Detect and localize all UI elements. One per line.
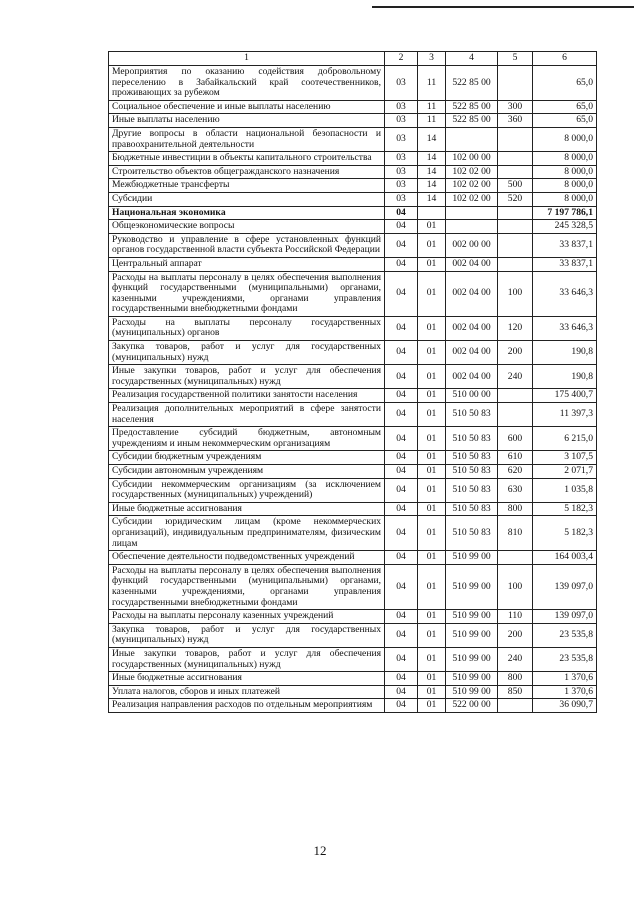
row-expense-type [498,220,533,234]
row-amount: 1 370,6 [533,685,597,699]
row-section: 03 [385,100,418,114]
table-row [109,220,597,234]
row-expense-type [498,206,533,220]
row-section: 03 [385,192,418,206]
row-target-article: 102 02 00 [446,179,498,193]
row-amount: 5 182,3 [533,516,597,551]
row-name: Субсидии юридическим лицам (кроме некоммерческих организаций), индивидуальным предпринимателям, физическим лицам [109,516,385,551]
row-expense-type: 120 [498,316,533,340]
row-amount: 23 535,8 [533,647,597,671]
row-expense-type: 520 [498,192,533,206]
row-section: 03 [385,114,418,128]
row-section: 04 [385,465,418,479]
row-expense-type [498,152,533,166]
row-amount: 175 400,7 [533,389,597,403]
row-subsection: 14 [418,152,446,166]
row-name: Центральный аппарат [109,257,385,271]
row-target-article: 102 00 00 [446,152,498,166]
table-row [109,192,597,206]
row-expense-type [498,127,533,151]
row-name: Субсидии некоммерческим организациям (за исключением государственных (муниципальных) учреждений) [109,478,385,502]
row-section: 03 [385,165,418,179]
page-number: 12 [313,843,327,858]
row-expense-type [498,257,533,271]
row-subsection: 01 [418,685,446,699]
row-subsection: 01 [418,389,446,403]
row-expense-type: 810 [498,516,533,551]
row-subsection: 01 [418,316,446,340]
row-expense-type: 610 [498,451,533,465]
row-amount: 8 000,0 [533,127,597,151]
table-row [109,672,597,686]
row-expense-type: 850 [498,685,533,699]
row-amount: 65,0 [533,114,597,128]
row-target-article: 510 50 83 [446,465,498,479]
row-target-article: 522 85 00 [446,66,498,101]
row-subsection: 14 [418,165,446,179]
table-row [109,152,597,166]
table-row [109,365,597,389]
row-subsection: 11 [418,114,446,128]
row-subsection: 01 [418,233,446,257]
row-subsection: 01 [418,220,446,234]
row-section: 04 [385,233,418,257]
table-row [109,502,597,516]
row-expense-type [498,403,533,427]
row-target-article: 002 00 00 [446,233,498,257]
table-row [109,516,597,551]
row-subsection: 01 [418,699,446,713]
row-section: 04 [385,206,418,220]
row-expense-type: 200 [498,341,533,365]
row-subsection: 14 [418,127,446,151]
table-row [109,427,597,451]
row-section: 03 [385,66,418,101]
row-subsection [418,206,446,220]
table-row [109,551,597,565]
row-name: Национальная экономика [109,206,385,220]
row-section: 03 [385,152,418,166]
row-expense-type: 200 [498,623,533,647]
row-section: 03 [385,127,418,151]
row-name: Мероприятия по оказанию содействия добровольному переселению в Забайкальский край соотечественников, проживающих за рубежом [109,66,385,101]
table-row [109,271,597,316]
row-section: 04 [385,699,418,713]
row-expense-type [498,699,533,713]
row-name: Иные закупки товаров, работ и услуг для обеспечения государственных (муниципальных) нужд [109,647,385,671]
row-expense-type: 360 [498,114,533,128]
row-section: 04 [385,365,418,389]
row-name: Бюджетные инвестиции в объекты капитального строительства [109,152,385,166]
row-expense-type: 500 [498,179,533,193]
table-body [109,66,597,713]
row-amount: 33 837,1 [533,257,597,271]
table-row [109,316,597,340]
row-subsection: 11 [418,100,446,114]
row-expense-type: 630 [498,478,533,502]
row-expense-type [498,66,533,101]
row-expense-type: 620 [498,465,533,479]
row-subsection: 01 [418,564,446,609]
row-amount: 2 071,7 [533,465,597,479]
table-row [109,699,597,713]
row-target-article: 510 99 00 [446,647,498,671]
row-target-article: 510 50 83 [446,516,498,551]
row-section: 04 [385,647,418,671]
row-name: Предоставление субсидий бюджетным, автономным учреждениям и иным некоммерческим организациям [109,427,385,451]
row-amount: 7 197 786,1 [533,206,597,220]
row-name: Межбюджетные трансферты [109,179,385,193]
table-row [109,451,597,465]
header-cell-section: 2 [385,52,418,66]
row-amount: 36 090,7 [533,699,597,713]
row-amount: 190,8 [533,341,597,365]
row-name: Строительство объектов общегражданского назначения [109,165,385,179]
header-cell-expense-type: 5 [498,52,533,66]
row-target-article: 522 00 00 [446,699,498,713]
row-expense-type: 110 [498,610,533,624]
row-section: 04 [385,502,418,516]
row-name: Расходы на выплаты персоналу государственных (муниципальных) органов [109,316,385,340]
row-section: 04 [385,610,418,624]
row-subsection: 01 [418,551,446,565]
row-expense-type: 240 [498,365,533,389]
table-row [109,647,597,671]
table-row [109,610,597,624]
table-row [109,403,597,427]
row-subsection: 14 [418,179,446,193]
table-row [109,623,597,647]
budget-table [108,51,597,713]
header-cell-amount: 6 [533,52,597,66]
table-row [109,165,597,179]
row-subsection: 01 [418,403,446,427]
row-amount: 23 535,8 [533,623,597,647]
header-cell-name: 1 [109,52,385,66]
row-amount: 139 097,0 [533,564,597,609]
table-row [109,564,597,609]
row-target-article: 510 99 00 [446,610,498,624]
row-name: Иные бюджетные ассигнования [109,672,385,686]
row-amount: 8 000,0 [533,165,597,179]
table-row [109,257,597,271]
row-amount: 164 003,4 [533,551,597,565]
table-row [109,389,597,403]
row-target-article: 522 85 00 [446,100,498,114]
row-name: Субсидии [109,192,385,206]
row-expense-type [498,165,533,179]
row-expense-type: 300 [498,100,533,114]
row-subsection: 01 [418,465,446,479]
row-section: 04 [385,478,418,502]
row-target-article [446,206,498,220]
row-section: 04 [385,685,418,699]
header-row [109,52,597,66]
row-target-article [446,220,498,234]
row-target-article: 510 50 83 [446,451,498,465]
row-name: Руководство и управление в сфере установленных функций органов государственной власти субъекта Российской Федерации [109,233,385,257]
row-subsection: 11 [418,66,446,101]
table-row [109,233,597,257]
row-target-article: 102 02 00 [446,192,498,206]
row-amount: 8 000,0 [533,192,597,206]
row-section: 04 [385,316,418,340]
row-amount: 6 215,0 [533,427,597,451]
row-target-article: 510 50 83 [446,502,498,516]
row-expense-type [498,389,533,403]
row-name: Уплата налогов, сборов и иных платежей [109,685,385,699]
row-amount: 5 182,3 [533,502,597,516]
row-section: 04 [385,389,418,403]
row-name: Иные бюджетные ассигнования [109,502,385,516]
row-section: 04 [385,451,418,465]
row-subsection: 01 [418,516,446,551]
table-row [109,114,597,128]
row-section: 04 [385,341,418,365]
row-section: 04 [385,271,418,316]
row-name: Субсидии автономным учреждениям [109,465,385,479]
row-name: Иные закупки товаров, работ и услуг для обеспечения государственных (муниципальных) нужд [109,365,385,389]
row-amount: 1 370,6 [533,672,597,686]
row-section: 04 [385,564,418,609]
top-rule [372,6,634,8]
row-section: 04 [385,516,418,551]
row-amount: 33 837,1 [533,233,597,257]
row-name: Иные выплаты населению [109,114,385,128]
row-amount: 1 035,8 [533,478,597,502]
row-subsection: 01 [418,610,446,624]
row-section: 04 [385,672,418,686]
row-expense-type: 240 [498,647,533,671]
row-amount: 3 107,5 [533,451,597,465]
row-target-article: 510 50 83 [446,478,498,502]
header-cell-target-article: 4 [446,52,498,66]
row-expense-type: 600 [498,427,533,451]
row-amount: 139 097,0 [533,610,597,624]
table-row [109,206,597,220]
row-target-article: 510 99 00 [446,672,498,686]
row-subsection: 14 [418,192,446,206]
row-expense-type: 100 [498,271,533,316]
row-target-article: 002 04 00 [446,271,498,316]
row-name: Общеэкономические вопросы [109,220,385,234]
row-target-article: 522 85 00 [446,114,498,128]
row-amount: 190,8 [533,365,597,389]
row-subsection: 01 [418,478,446,502]
row-amount: 65,0 [533,100,597,114]
table-row [109,179,597,193]
header-cell-subsection: 3 [418,52,446,66]
row-name: Реализация направления расходов по отдельным мероприятиям [109,699,385,713]
row-section: 04 [385,220,418,234]
row-subsection: 01 [418,271,446,316]
row-section: 04 [385,427,418,451]
row-target-article: 002 04 00 [446,341,498,365]
row-target-article: 510 99 00 [446,623,498,647]
row-expense-type: 800 [498,672,533,686]
row-target-article: 510 50 83 [446,403,498,427]
row-subsection: 01 [418,341,446,365]
row-target-article: 002 04 00 [446,257,498,271]
row-target-article: 510 00 00 [446,389,498,403]
row-subsection: 01 [418,451,446,465]
row-name: Другие вопросы в области национальной безопасности и правоохранительной деятельности [109,127,385,151]
row-section: 03 [385,179,418,193]
row-amount: 11 397,3 [533,403,597,427]
row-section: 04 [385,623,418,647]
row-subsection: 01 [418,672,446,686]
table-row [109,465,597,479]
row-name: Расходы на выплаты персоналу в целях обеспечения выполнения функций государственными (муниципальными) органами, казенными учреждениями, органами управления государственными внебюджетными фондами [109,564,385,609]
row-expense-type [498,233,533,257]
row-amount: 65,0 [533,66,597,101]
row-subsection: 01 [418,257,446,271]
row-amount: 8 000,0 [533,152,597,166]
row-subsection: 01 [418,365,446,389]
row-subsection: 01 [418,647,446,671]
row-amount: 245 328,5 [533,220,597,234]
row-section: 04 [385,551,418,565]
table-row [109,127,597,151]
row-name: Расходы на выплаты персоналу казенных учреждений [109,610,385,624]
row-amount: 33 646,3 [533,316,597,340]
row-target-article [446,127,498,151]
row-target-article: 002 04 00 [446,316,498,340]
row-subsection: 01 [418,427,446,451]
table-row [109,100,597,114]
table-row [109,685,597,699]
row-name: Обеспечение деятельности подведомственных учреждений [109,551,385,565]
row-name: Субсидии бюджетным учреждениям [109,451,385,465]
row-expense-type: 100 [498,564,533,609]
row-section: 04 [385,257,418,271]
row-subsection: 01 [418,502,446,516]
row-name: Реализация дополнительных мероприятий в сфере занятости населения [109,403,385,427]
table-row [109,66,597,101]
row-name: Социальное обеспечение и иные выплаты населению [109,100,385,114]
row-target-article: 002 04 00 [446,365,498,389]
row-expense-type: 800 [498,502,533,516]
row-target-article: 510 99 00 [446,685,498,699]
table-row [109,341,597,365]
row-section: 04 [385,403,418,427]
table-row [109,478,597,502]
row-target-article: 102 02 00 [446,165,498,179]
row-target-article: 510 50 83 [446,427,498,451]
row-name: Расходы на выплаты персоналу в целях обеспечения выполнения функций государственными (муниципальными) органами, казенными учреждениями, органами управления государственными внебюджетными фондами [109,271,385,316]
row-target-article: 510 99 00 [446,564,498,609]
row-name: Реализация государственной политики занятости населения [109,389,385,403]
row-subsection: 01 [418,623,446,647]
row-expense-type [498,551,533,565]
row-amount: 33 646,3 [533,271,597,316]
row-name: Закупка товаров, работ и услуг для государственных (муниципальных) нужд [109,623,385,647]
row-target-article: 510 99 00 [446,551,498,565]
row-name: Закупка товаров, работ и услуг для государственных (муниципальных) нужд [109,341,385,365]
row-amount: 8 000,0 [533,179,597,193]
